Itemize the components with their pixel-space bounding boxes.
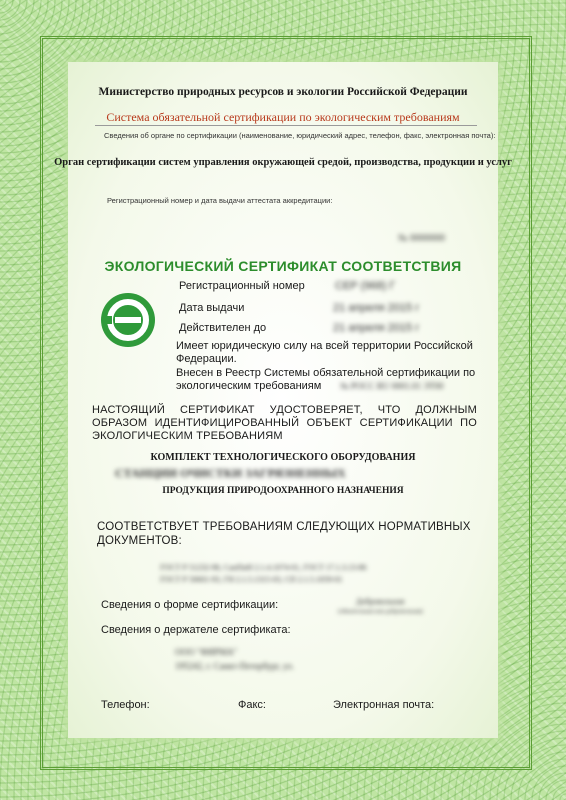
accreditation-label: Регистрационный номер и дата выдачи аттестата аккредитации: (107, 196, 333, 205)
certification-form-label: Сведения о форме сертификации: (101, 599, 279, 611)
complies-heading: СООТВЕТСТВУЕТ ТРЕБОВАНИЯМ СЛЕДУЮЩИХ НОРМАТИВНЫХ ДОКУМЕНТОВ: (97, 521, 471, 547)
registry-text: Внесен в Реестр Системы обязательной сертификации по экологическим требованиям (176, 367, 476, 392)
eco-certification-logo-icon (100, 292, 156, 348)
normative-docs-line-1: ГОСТ Р 51232-98, СанПиН 2.1.4.1074-01, ГОСТ 17.1.3.13-86 (160, 563, 367, 572)
certification-form-value: Добровольная (356, 597, 405, 606)
fax-label: Факс: (238, 699, 266, 711)
reg-number-label: Регистрационный номер (179, 280, 305, 292)
organ-info-label: Сведения об органе по сертификации (наименование, юридический адрес, телефон, факс, электронная почта): (104, 131, 496, 140)
issue-date-value: 21 апреля 2015 г (333, 302, 420, 314)
product-name: КОМПЛЕКТ ТЕХНОЛОГИЧЕСКОГО ОБОРУДОВАНИЯ (150, 452, 416, 463)
product-name-blurred: СТАНЦИИ ОЧИСТКИ ЗАГРЯЗНЕННЫХ (115, 466, 346, 480)
accreditation-number: № 0000000 (398, 233, 446, 244)
legal-force-text: Имеет юридическую силу на всей территории Российской Федерации. (176, 340, 473, 365)
valid-until-label: Действителен до (179, 322, 267, 334)
ministry-heading: Министерство природных ресурсов и экологии Российской Федерации (98, 86, 468, 98)
issue-date-label: Дата выдачи (179, 302, 245, 314)
holder-name: ООО "ФИРМА" (175, 647, 238, 657)
certification-system-heading: Система обязательной сертификации по экологическим требованиям (106, 110, 460, 124)
valid-until-value: 21 апреля 2015 г (333, 322, 420, 334)
header-divider (95, 125, 477, 126)
certification-organ-name: Орган сертификации систем управления окружающей средой, производства, продукции и услуг (54, 157, 512, 168)
certificate-holder-label: Сведения о держателе сертификата: (101, 624, 291, 636)
phone-label: Телефон: (101, 699, 150, 711)
certification-form-hint: (обязательная или добровольная) (338, 609, 423, 615)
product-purpose: ПРОДУКЦИЯ ПРИРОДООХРАННОГО НАЗНАЧЕНИЯ (162, 486, 404, 496)
holder-address: 195242, г. Санкт-Петербург, ул. (175, 661, 294, 671)
certificate-title: ЭКОЛОГИЧЕСКИЙ СЕРТИФИКАТ СООТВЕТСТВИЯ (104, 258, 462, 274)
email-label: Электронная почта: (333, 699, 435, 711)
registry-number: № РОСС RU 0001.01 ЭТ00 (340, 381, 444, 391)
reg-number-value: СЕР (968) Г (335, 280, 396, 292)
normative-docs-line-2: ГОСТ Р 50601-93, ГН 2.1.5.1315-03, СП 2.1.5.1059-01 (160, 575, 343, 584)
certificate-statement: НАСТОЯЩИЙ СЕРТИФИКАТ УДОСТОВЕРЯЕТ, ЧТО ДОЛЖНЫМ ОБРАЗОМ ИДЕНТИФИЦИРОВАННЫЙ ОБЪЕКТ СЕРТИФИКАЦИИ ПО ЭКОЛОГИЧЕСКИМ ТРЕБОВАНИЯМ (92, 404, 477, 442)
